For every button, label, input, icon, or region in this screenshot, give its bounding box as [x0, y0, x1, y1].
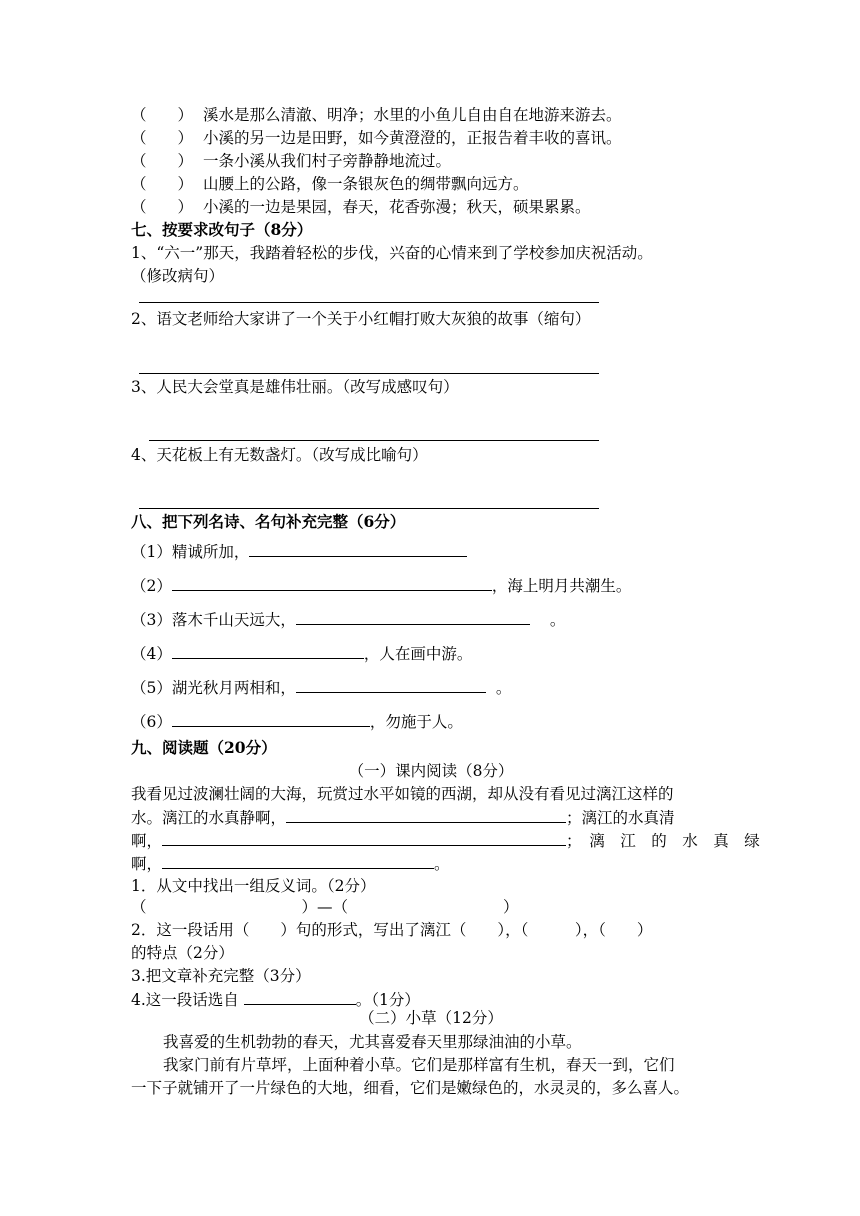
reading-1-q4: 4.这一段话选自 。（1分） — [131, 988, 420, 1011]
answer-line-7-4[interactable] — [139, 508, 599, 509]
ordering-item-2: （ ） 小溪的另一边是田野，如今黄澄澄的，正报告着丰收的喜讯。 — [131, 129, 622, 147]
reading-1-q1: 1．从文中找出一组反义词。（2分） — [131, 877, 376, 895]
ordering-item-4: （ ） 山腰上的公路，像一条银灰色的绸带飘向远方。 — [131, 175, 529, 193]
poem-blank[interactable] — [172, 574, 492, 591]
reading-2-para-1: 我喜爱的生机勃勃的春天，尤其喜爱春天里那绿油油的小草。 — [163, 1033, 582, 1051]
answer-line-7-3[interactable] — [149, 440, 599, 441]
poem-line-3: （3）落木千山天远大， 。 — [131, 608, 565, 631]
reading-1-q2: 2．这一段话用（ ）句的形式，写出了漓江（ ），（ ），（ ） — [131, 921, 653, 939]
answer-paren[interactable]: （ ） — [131, 175, 194, 193]
section-7-q3: 3、人民大会堂真是雄伟壮丽。（改写成感叹句） — [131, 378, 459, 396]
reading-1-q2-cont: 的特点（2分） — [131, 944, 234, 962]
answer-line-7-1[interactable] — [139, 302, 599, 303]
reading-2-para-2: 我家门前有片草坪，上面种着小草。它们是那样富有生机，春天一到，它们 — [163, 1056, 675, 1074]
section-7-q4: 4、天花板上有无数盏灯。（改写成比喻句） — [131, 446, 428, 464]
reading-blank[interactable] — [244, 988, 356, 1005]
poem-blank[interactable] — [296, 676, 486, 693]
answer-paren[interactable]: （ ） — [131, 106, 194, 124]
poem-blank[interactable] — [296, 608, 530, 625]
poem-line-2: （2） ，海上明月共潮生。 — [131, 574, 631, 597]
ordering-item-3: （ ） 一条小溪从我们村子旁静静地流过。 — [131, 152, 452, 170]
section-8-title: 八、把下列名诗、名句补充完整（6分） — [131, 512, 406, 531]
ordering-item-1: （ ） 溪水是那么清澈、明净；水里的小鱼儿自由自在地游来游去。 — [131, 106, 622, 124]
poem-line-5: （5）湖光秋月两相和， 。 — [131, 676, 511, 699]
answer-line-7-2[interactable] — [139, 373, 599, 374]
reading-1-line-2: 水。漓江的水真静啊， ；漓江的水真清 — [131, 806, 675, 829]
poem-line-6: （6） ，勿施于人。 — [131, 710, 463, 733]
poem-blank[interactable] — [249, 540, 467, 557]
answer-paren[interactable]: （ ） — [131, 129, 194, 147]
answer-paren[interactable]: （ ） — [131, 152, 194, 170]
reading-2-heading: （二）小草（12分） — [359, 1009, 503, 1027]
section-7-q2: 2、语文老师给大家讲了一个关于小红帽打败大灰狼的故事（缩句） — [131, 310, 591, 328]
reading-1-line-1: 我看见过波澜壮阔的大海，玩赏过水平如镜的西湖，却从没有看见过漓江这样的 — [131, 785, 674, 803]
section-7-title: 七、按要求改句子（8分） — [131, 220, 313, 239]
poem-line-1: （1）精诚所加， — [131, 540, 467, 563]
section-7-q1-task: （修改病句） — [131, 267, 225, 285]
reading-1-q1-answer[interactable]: （ ）—（ ） — [131, 898, 519, 916]
reading-blank[interactable] — [162, 829, 566, 846]
section-7-q1: 1、“六一”那天，我踏着轻松的步伐，兴奋的心情来到了学校参加庆祝活动。 — [131, 244, 653, 262]
section-9-title: 九、阅读题（20分） — [131, 738, 277, 757]
poem-blank[interactable] — [172, 642, 364, 659]
reading-1-heading: （一）课内阅读（8分） — [348, 762, 514, 780]
reading-1-line-3: 啊， ； 漓 江 的 水 真 绿 — [131, 829, 760, 852]
reading-blank[interactable] — [162, 852, 434, 869]
ordering-item-5: （ ） 小溪的一边是果园，春天，花香弥漫；秋天，硕果累累。 — [131, 198, 591, 216]
poem-line-4: （4） ，人在画中游。 — [131, 642, 472, 665]
reading-blank[interactable] — [286, 806, 566, 823]
reading-1-line-4: 啊， 。 — [131, 852, 450, 875]
reading-1-q3: 3.把文章补充完整（3分） — [131, 967, 311, 985]
reading-2-para-2-cont: 一下子就铺开了一片绿色的大地，细看，它们是嫩绿色的，水灵灵的，多么喜人。 — [131, 1079, 690, 1097]
poem-blank[interactable] — [172, 710, 370, 727]
answer-paren[interactable]: （ ） — [131, 198, 194, 216]
